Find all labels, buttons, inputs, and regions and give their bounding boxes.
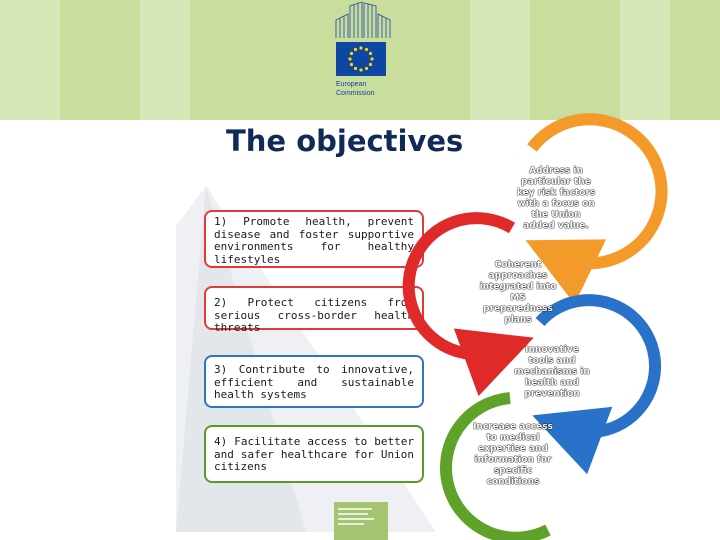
objective-text: 2) Protect citizens from serious cross-border health threats (214, 296, 414, 334)
cycle-text-1: Address in particular the key risk factors with a focus on the Union added value. (516, 166, 596, 231)
cycle-text-2: Coherent approaches integrated into MS preparedness plans (479, 260, 557, 325)
cycle-text-4: Increase access to medical expertise and information for specific conditions (473, 422, 553, 487)
logo-line: European (336, 81, 367, 88)
cycle-text-3: Innovative tools and mechanisms in health and prevention (514, 345, 590, 399)
agency-logo (334, 502, 388, 540)
objective-text: 1) Promote health, prevent disease and foster supportive environments for healthy lifestyles (214, 215, 414, 266)
page-title: The objectives (226, 124, 464, 158)
objective-text: 3) Contribute to innovative, efficient and sustainable health systems (214, 363, 414, 401)
logo-line: Commission (336, 90, 375, 97)
objective-text: 4) Facilitate access to better and safer healthcare for Union citizens (214, 435, 414, 473)
agency-logo-text (338, 508, 378, 528)
